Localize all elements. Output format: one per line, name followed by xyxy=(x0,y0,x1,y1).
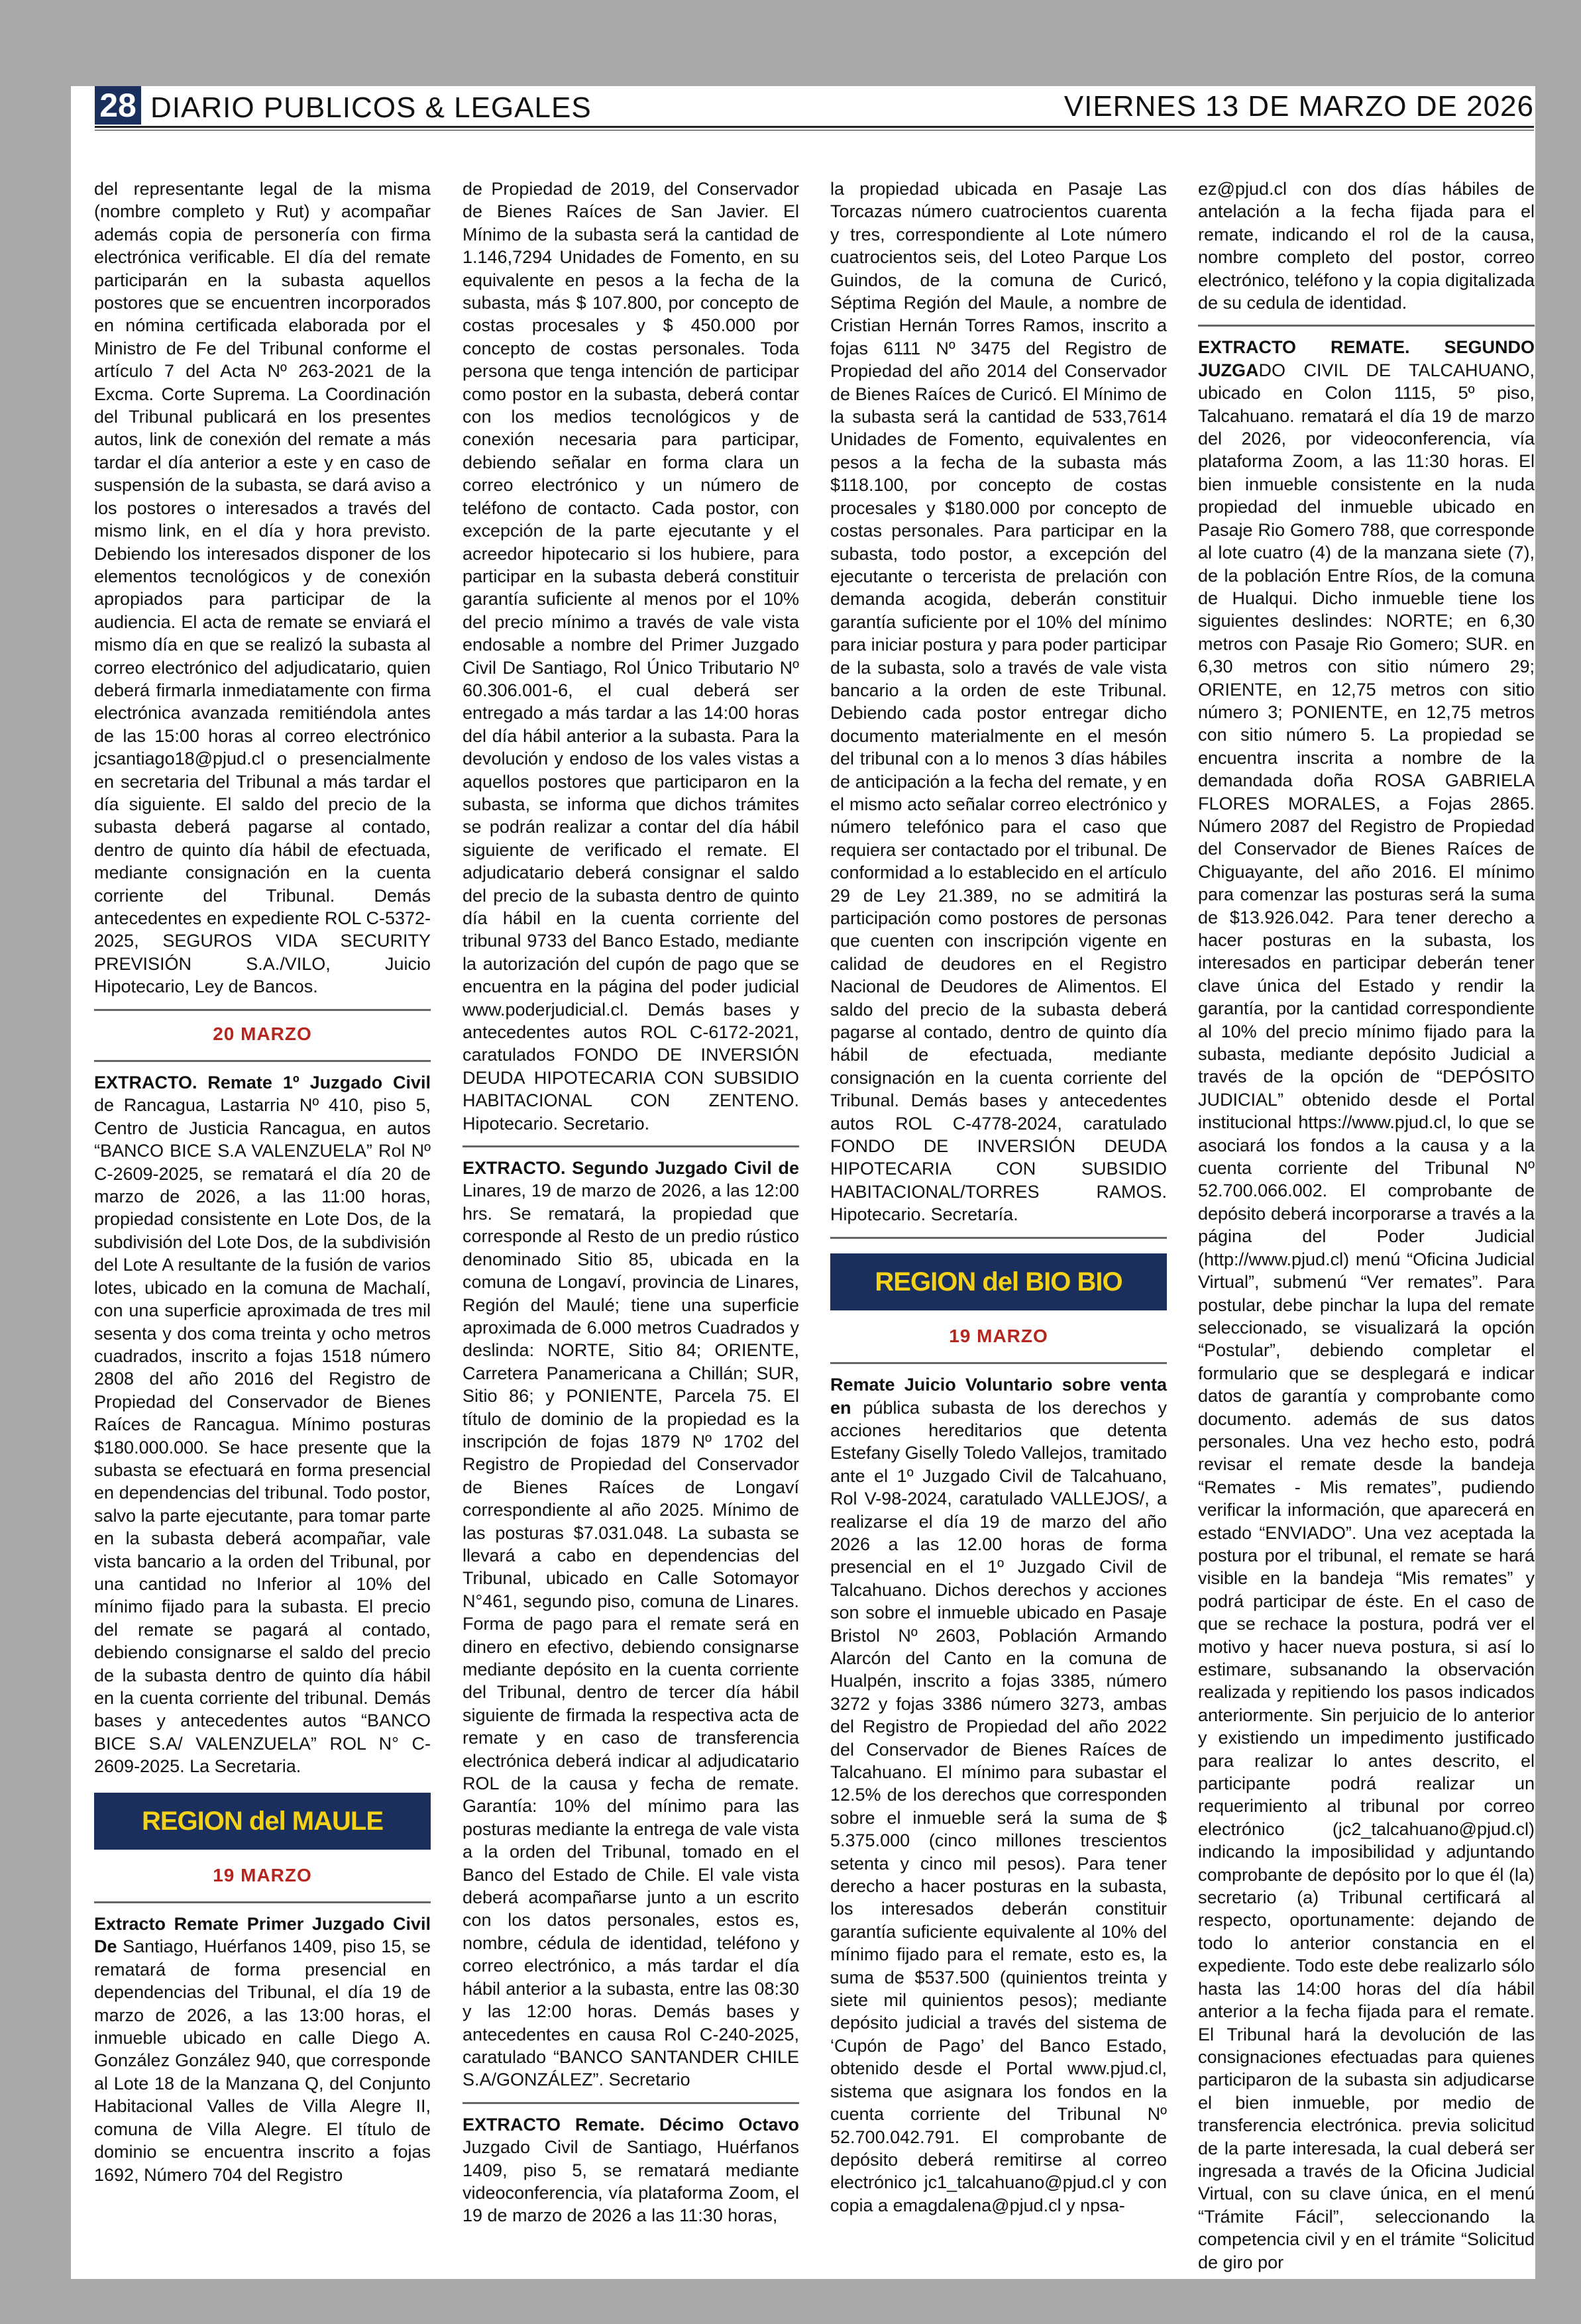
notice-text xyxy=(830,1373,1167,2217)
notice-divider xyxy=(1198,325,1535,327)
column-4 xyxy=(1198,178,1535,2274)
notice-body: pública subasta de los derechos y acciones hereditarios que detenta Estefany Giselly Toledo Vallejos, tramitado ante el 1º Juzgado Civil de Talcahuano, Rol V-98-2024, caratulado VALLEJOS/, a realizarse el día 19 de marzo del año 2026 a las 12.00 horas de forma presencial en el 1º Juzgado Civil de Talcahuano. Dichos derechos y acciones son sobre el inmueble ubicado en Pasaje Bristol Nº 2603, Población Armando Alarcón del Canto en la comuna de Hualpén, inscrito a fojas 3385, número 3272 y fojas 3386 número 3273, ambas del Registro de Propiedad del año 2022 del Conservador de Bienes Raíces de Talcahuano. El mínimo para subastar el 12.5% de los derechos que corresponden sobre el inmueble será la suma de $ 5.375.000 (cinco millones trescientos setenta y cinco mil pesos). Para tener derecho a hacer posturas en la subasta, los interesados deberán constituir garantía suficiente equivalente al 10% del mínimo fijado para el remate, esto es, la suma de $537.500 (quinientos treinta y siete mil quinientos pesos); mediante depósito judicial a través del sistema de ‘Cupón de Pago’ del Banco Estado, obtenido desde el Portal www.pjud.cl, sistema que asignara los fondos en la cuenta corriente del Tribunal Nº 52.700.042.791. El comprobante de depósito deberá remitirse al correo electrónico jc1_talcahuano@pjud.cl y con copia a emagdalena@pjud.cl y npsa- xyxy=(830,1397,1167,2215)
notice-divider xyxy=(94,1060,431,1062)
notice-divider xyxy=(830,1362,1167,1364)
issue-date: VIERNES 13 DE MARZO DE 2026 xyxy=(1063,90,1534,123)
notice-text xyxy=(1198,336,1535,2274)
notice-body: Santiago, Huérfanos 1409, piso 15, se rematará de forma presencial en dependencias del Tribunal, el día 19 de marzo de 2026, a las 13:00 horas, el inmueble ubicado en calle Diego A. González González 940, que corresponde al Lote 18 de la Manzana Q, del Conjunto Habitacional Valles de Villa Alegre II, comuna de Villa Alegre. El título de dominio se encuentra inscrito a fojas 1692, Número 704 del Registro xyxy=(94,1936,431,2185)
notice-text xyxy=(94,1071,431,1778)
header-rule xyxy=(95,126,1534,128)
notice-heading: EXTRACTO REMATE. SEGUNDO JUZGA xyxy=(1198,337,1535,380)
region-banner: REGION del MAULE xyxy=(94,1793,431,1850)
notice-text: ez@pjud.cl con dos días hábiles de antelación a la fecha fijada para el remate, indicando el rol de la causa, nombre completo del postor, correo electrónico, teléfono y la copia digitalizada de su cedula de identidad. xyxy=(1198,179,1535,313)
region-banner: REGION del BIO BIO xyxy=(830,1253,1167,1310)
notice-text xyxy=(94,1913,431,2186)
notice-body: Juzgado Civil de Santiago, Huérfanos 1409, piso 5, se rematará mediante videoconferencia, vía plataforma Zoom, el 19 de marzo de 2026 a las 11:30 horas, xyxy=(463,2137,799,2226)
notice-text xyxy=(463,1157,799,2091)
header-rule-thin xyxy=(95,130,1534,131)
notice-divider xyxy=(94,1901,431,1903)
page-header xyxy=(95,85,1534,126)
notice-text xyxy=(463,2113,799,2227)
notice-divider xyxy=(463,2102,799,2104)
notice-text: la propiedad ubicada en Pasaje Las Torcazas número cuatrocientos cuarenta y tres, correspondiente al Lote número cuatrocientos seis, del Loteo Parque Los Guindos, de la comuna de Curicó, Séptima Región del Maule, a nombre de Cristian Hernán Torres Ramos, inscrito a fojas 6111 Nº 3475 del Registro de Propiedad del año 2014 del Conservador de Bienes Raíces de Curicó. El Mínimo de la subasta será la cantidad de 533,7614 Unidades de Fomento, equivalentes en pesos a la fecha de la subasta más $118.100, por concepto de costas procesales y $180.000 por concepto de costas personales. Para participar en la subasta, todo postor, a excepción del ejecutante o tercerista de prelación con demanda acogida, deberán constituir garantía suficiente por el 10% del mínimo para iniciar postura y para poder participar de la subasta, solo a través de vale vista bancario a la orden de este Tribunal. Debiendo cada postor entregar dicho documento materialmente en el mesón del tribunal con a lo menos 3 días hábiles de anticipación a la fecha del remate, y en el mismo acto señalar correo electrónico y número telefónico para el caso que requiera ser contactado por el tribunal. De conformidad a lo establecido en el artículo 29 de Ley 21.389, no se admitirá la participación como postores de personas que cuenten con inscripción vigente en calidad de deudores en el Registro Nacional de Deudores de Alimentos. El saldo del precio de la subasta deberá pagarse al contado, dentro de quinto día hábil de efectuada, mediante consignación en la cuenta corriente del Tribunal. Demás bases y antecedentes autos ROL C-4778-2024, caratulado FONDO DE INVERSIÓN DEUDA HIPOTECARIA CON SUBSIDIO HABITACIONAL/TORRES RAMOS. Hipotecario. Secretaría. xyxy=(830,179,1167,1225)
notice-body: DO CIVIL DE TALCAHUANO, ubicado en Colon 1115, 5º piso, Talcahuano. rematará el día 19 de marzo del 2026, por videoconferencia, vía plataforma Zoom, a las 11:30 horas. El bien inmueble consistente en la nuda propiedad del inmueble ubicado en Pasaje Rio Gomero 788, que corresponde al lote cuatro (4) de la manzana siete (7), de la población Entre Ríos, de la comuna de Hualqui. Dicho inmueble tiene los siguientes deslindes: NORTE; en 6,30 metros con Pasaje Rio Gomero; SUR. en 6,30 metros con sitio número 29; ORIENTE, en 12,75 metros con sitio número 3; PONIENTE, en 12,75 metros con sitio número 5. La propiedad se encuentra inscrita a nombre de la demandada doña ROSA GABRIELA FLORES MORALES, a Fojas 2865. Número 2087 del Registro de Propiedad del Conservador de Bienes Raíces de Chiguayante, del año 2016. El mínimo para comenzar las posturas será la suma de $13.926.042. Para tener derecho a hacer posturas en la subasta, los interesados en participar deberán tener clave única del Estado y rendir la garantía, por la cantidad correspondiente al 10% del precio mínimo fijado para la subasta, mediante depósito Judicial a través de la opción de “DEPÓSITO JUDICIAL” obtenido desde el Portal institucional https://www.pjud.cl, lo que se asociará los fondos a la causa y a la cuenta corriente del Tribunal Nº 52.700.066.002. El comprobante de depósito deberá incorporarse a través a la página del Poder Judicial (http://www.pjud.cl) menú “Oficina Judicial Virtual”, submenú “Ver remates”. Para postular, debe pinchar la lupa del remate seleccionado, se visualizará la opción “Postular”, debiendo completar el formulario que se desplegará e indicar datos de garantía y comprobante como documento. además de sus datos personales. Una vez hecho esto, podrá revisar el remate desde la bandeja “Remates - Mis remates”, pudiendo verificar la información, que aparecerá en estado “ENVIADO”. Una vez aceptada la postura por el tribunal, el remate se hará visible en la bandeja “Mis remates” y podrá participar de éste. En el caso de que se rechace la postura, podrá ver el motivo y hacer nueva postura, si así lo estimare, subsanando la observación realizada y repitiendo los pasos indicados anteriormente. Sin perjuicio de lo anterior y existiendo un impedimento justificado para realizar lo antes descrito, el participante podrá realizar un requerimiento al tribunal por correo electrónico (jc2_talcahuano@pjud.cl) indicando la imposibilidad y adjuntando comprobante de depósito por lo que él (la) secretario (a) Tribunal certificará al respecto, oportunamente: dejando de todo lo anterior constancia en el expediente. Todo este debe realizarlo sólo hasta las 14:00 horas del día hábil anterior a la fecha fijada para el remate. El Tribunal hará la devolución de las consignaciones efectuadas para quienes participaron de la subasta sin adjudicarse el bien inmueble, por medio de transferencia electrónica. previa solicitud de la parte interesada, la cual deberá ser ingresada a través de la Oficina Judicial Virtual, con su clave única, en el menú “Trámite Fácil”, seleccionando la competencia civil y en el trámite “Solicitud de giro por xyxy=(1198,360,1535,2272)
notice-heading: Remate Juicio Voluntario sobre venta en xyxy=(830,1375,1167,1418)
column-3 xyxy=(830,178,1167,2217)
column-2 xyxy=(463,178,799,2227)
notice-heading: Extracto Remate Primer Juzgado Civil De xyxy=(94,1914,431,1957)
notice-divider xyxy=(463,1145,799,1147)
date-heading: 19 MARZO xyxy=(213,1864,312,1885)
notice-heading: EXTRACTO. Remate 1º Juzgado Civil xyxy=(94,1073,431,1093)
notice-divider xyxy=(94,1009,431,1011)
date-heading: 19 MARZO xyxy=(949,1325,1048,1346)
notice-text: del representante legal de la misma (nombre completo y Rut) y acompañar además copia de personería con firma electrónica verificable. El día del remate participarán en la subasta aquellos postores que se encuentren incorporados en nómina certificada elaborada por el Ministro de Fe del Tribunal conforme el artículo 7 del Acta Nº 263-2021 de la Excma. Corte Suprema. La Coordinación del Tribunal publicará en los presentes autos, link de conexión del remate a más tardar el día anterior a este y en caso de suspensión de la subasta, se dará aviso a los postores o interesados a través del mismo link, en el día y hora previsto. Debiendo los interesados disponer de los elementos tecnológicos y de conexión apropiados para participar de la audiencia. El acta de remate se enviará el mismo día en que se realizó la subasta al correo electrónico del adjudicatario, quien deberá firmarla inmediatamente con firma electrónica avanzada remitiéndola antes de las 15:00 horas al correo electrónico jcsantiago18@pjud.cl o presencialmente en secretaria del Tribunal a más tardar el día siguiente. El saldo del precio de la subasta deberá pagarse al contado, dentro de quinto día hábil de efectuada, mediante consignación en la cuenta corriente del Tribunal. Demás antecedentes en expediente ROL C-5372-2025, SEGUROS VIDA SECURITY PREVISIÓN S.A./VILO, Juicio Hipotecario, Ley de Bancos. xyxy=(94,179,431,997)
notice-heading: EXTRACTO. Segundo Juzgado Civil de xyxy=(463,1158,799,1179)
date-heading: 20 MARZO xyxy=(213,1023,312,1044)
column-1 xyxy=(94,178,431,2186)
publication-title: DIARIO PUBLICOS & LEGALES xyxy=(150,91,592,124)
notice-divider xyxy=(830,1237,1167,1239)
notice-text: de Propiedad de 2019, del Conservador de Bienes Raíces de San Javier. El Mínimo de la subasta será la cantidad de 1.146,7294 Unidades de Fomento, en su equivalente en pesos a la fecha de la subasta, más $ 107.800, por concepto de costas procesales y $ 450.000 por concepto de costas personales. Toda persona que tenga intención de participar como postor en la subasta, deberá contar con los medios tecnológicos y de conexión necesaria para participar, debiendo señalar en forma clara un correo electrónico y un número de teléfono de contacto. Cada postor, con excepción de la parte ejecutante y el acreedor hipotecario si los hubiere, para participar en la subasta deberá constituir garantía suficiente al menos por el 10% del precio mínimo a través de vale vista endosable a nombre del Primer Juzgado Civil De Santiago, Rol Único Tributario Nº 60.306.001-6, el cual deberá ser entregado a más tardar a las 14:00 horas del día hábil anterior a la subasta. Para la devolución y endoso de los vales vistas a aquellos postores que participaron en la subasta, se informa que dichos trámites se podrán realizar a contar del día hábil siguiente de verificado el remate. El adjudicatario deberá consignar el saldo del precio de la subasta dentro de quinto día hábil en la cuenta corriente del tribunal 9733 del Banco Estado, mediante la autorización del cupón de pago que se encuentra en la página del poder judicial www.poderjudicial.cl. Demás bases y antecedentes autos ROL C-6172-2021, caratulados FONDO DE INVERSIÓN DEUDA HIPOTECARIA CON SUBSIDIO HABITACIONAL CON ZENTENO. Hipotecario. Secretario. xyxy=(463,179,799,1134)
notice-body: de Rancagua, Lastarria Nº 410, piso 5, Centro de Justicia Rancagua, en autos “BANCO BICE S.A VALENZUELA” Rol Nº C-2609-2025, se rematará el día 20 de marzo de 2026, a las 11:00 horas, propiedad consistente en Lote Dos, de la subdivisión del Lote Dos, de la subdivisión del Lote A resultante de la fusión de varios lotes, ubicado en la comuna de Machalí, con una superficie aproximada de tres mil sesenta y dos coma treinta y ocho metros cuadrados, inscrito a fojas 1518 número 2808 del año 2016 del Registro de Propiedad del Conservador de Bienes Raíces de Rancagua. Mínimo posturas $180.000.000. Se hace presente que la subasta se efectuará en forma presencial en dependencias del tribunal. Todo postor, salvo la parte ejecutante, para tomar parte en la subasta deberá acompañar, vale vista bancario a la orden del Tribunal, por una cantidad no Inferior al 10% del mínimo fijado para la subasta. El precio del remate se pagará al contado, debiendo consignarse el saldo del precio de la subasta dentro de quinto día hábil en la cuenta corriente del tribunal. Demás bases y antecedentes autos “BANCO BICE S.A/ VALENZUELA” ROL N° C-2609-2025. La Secretaria. xyxy=(94,1095,431,1777)
notice-body: Linares, 19 de marzo de 2026, a las 12:00 hrs. Se rematará, la propiedad que corresponde al Resto de un predio rústico denominado Sitio 85, ubicada en la comuna de Longaví, provincia de Linares, Región del Maulé; tiene una superficie aproximada de 6.000 metros Cuadrados y deslinda: NORTE, Sitio 84; ORIENTE, Carretera Panamericana a Chillán; SUR, Sitio 86; y PONIENTE, Parcela 75. El título de dominio de la propiedad es la inscripción de fojas 1879 Nº 1702 del Registro de Propiedad del Conservador de Bienes Raíces de Longaví correspondiente al año 2025. Mínimo de las posturas $7.031.048. La subasta se llevará a cabo en dependencias del Tribunal, ubicado en Calle Sotomayor N°461, segundo piso, comuna de Linares. Forma de pago para el remate será en dinero en efectivo, debiendo consignarse mediante depósito en la cuenta corriente del Tribunal, dentro de tercer día hábil siguiente de firmada la respectiva acta de remate y en caso de transferencia electrónica deberá indicar al adjudicatario ROL de la causa y fecha de remate. Garantía: 10% del mínimo para las posturas mediante la entrega de vale vista a la orden del Tribunal, tomado en el Banco del Estado de Chile. El vale vista deberá acompañarse junto a un escrito con los datos personales, estos es, nombre, cédula de identidad, teléfono y correo electrónico, a más tardar el día hábil anterior a la subasta, entre las 08:30 y las 12:00 horas. Demás bases y antecedentes en causa Rol C-240-2025, caratulado “BANCO SANTANDER CHILE S.A/GONZÁLEZ”. Secretario xyxy=(463,1181,799,2090)
page-number: 28 xyxy=(95,86,141,125)
notice-heading: EXTRACTO Remate. Décimo Octavo xyxy=(463,2114,799,2135)
